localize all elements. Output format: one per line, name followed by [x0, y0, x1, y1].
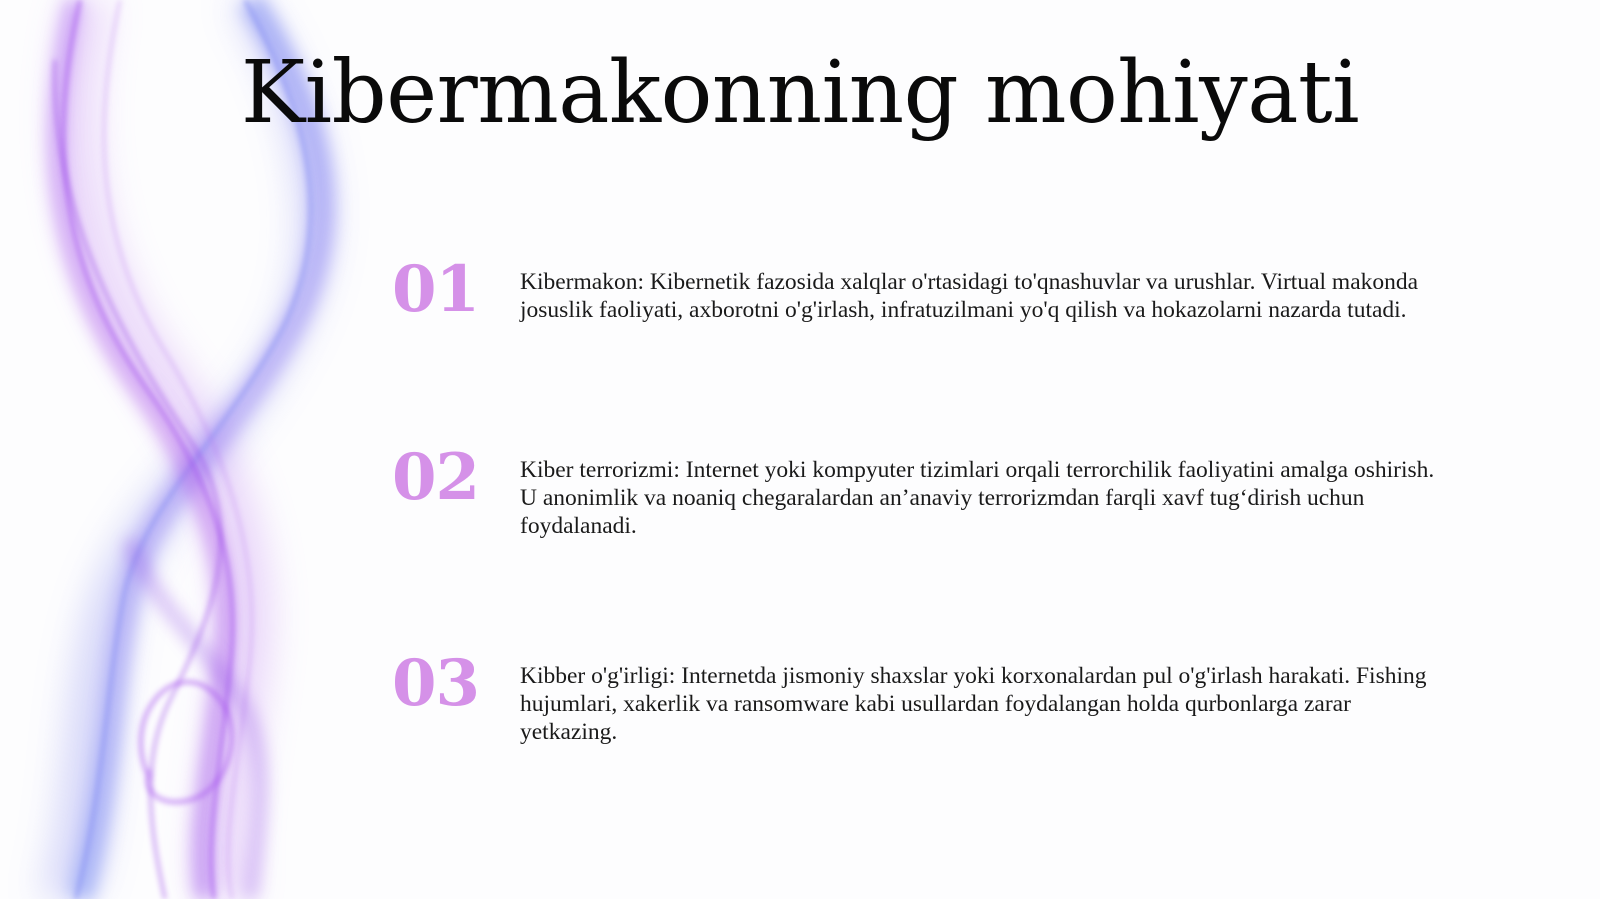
item-text: Kibermakon: Kibernetik fazosida xalqlar o'rtasidagi to'qnashuvlar va urushlar. Virtual makonda josuslik faoliyati, axborotni o'g'irlash, infratuzilmani yo'q qilish va hokazolarni nazarda tutadi. [520, 269, 1419, 323]
item-text: Kibber o'g'irligi: Internetda jismoniy shaxslar yoki korxonalardan pul o'g'irlash harakati. Fishing hujumlari, xakerlik va ransomware kabi usullardan foydalangan holda qurbonlarga zarar yetkazing. [520, 663, 1427, 745]
item-number: 02 [392, 440, 480, 515]
list-item [392, 646, 1452, 772]
item-number: 01 [392, 252, 480, 327]
item-number: 03 [392, 646, 480, 721]
list-item [392, 252, 1452, 378]
list-item [392, 440, 1452, 566]
slide-title: Kibermakonning mohiyati [240, 43, 1360, 143]
item-text: Kiber terrorizmi: Internet yoki kompyuter tizimlari orqali terrorchilik faoliyatini amalga oshirish. U anonimlik va noaniq chegaralardan an’anaviy terrorizmdan farqli xavf tug‘dirish uchun foydalanadi. [520, 457, 1435, 539]
